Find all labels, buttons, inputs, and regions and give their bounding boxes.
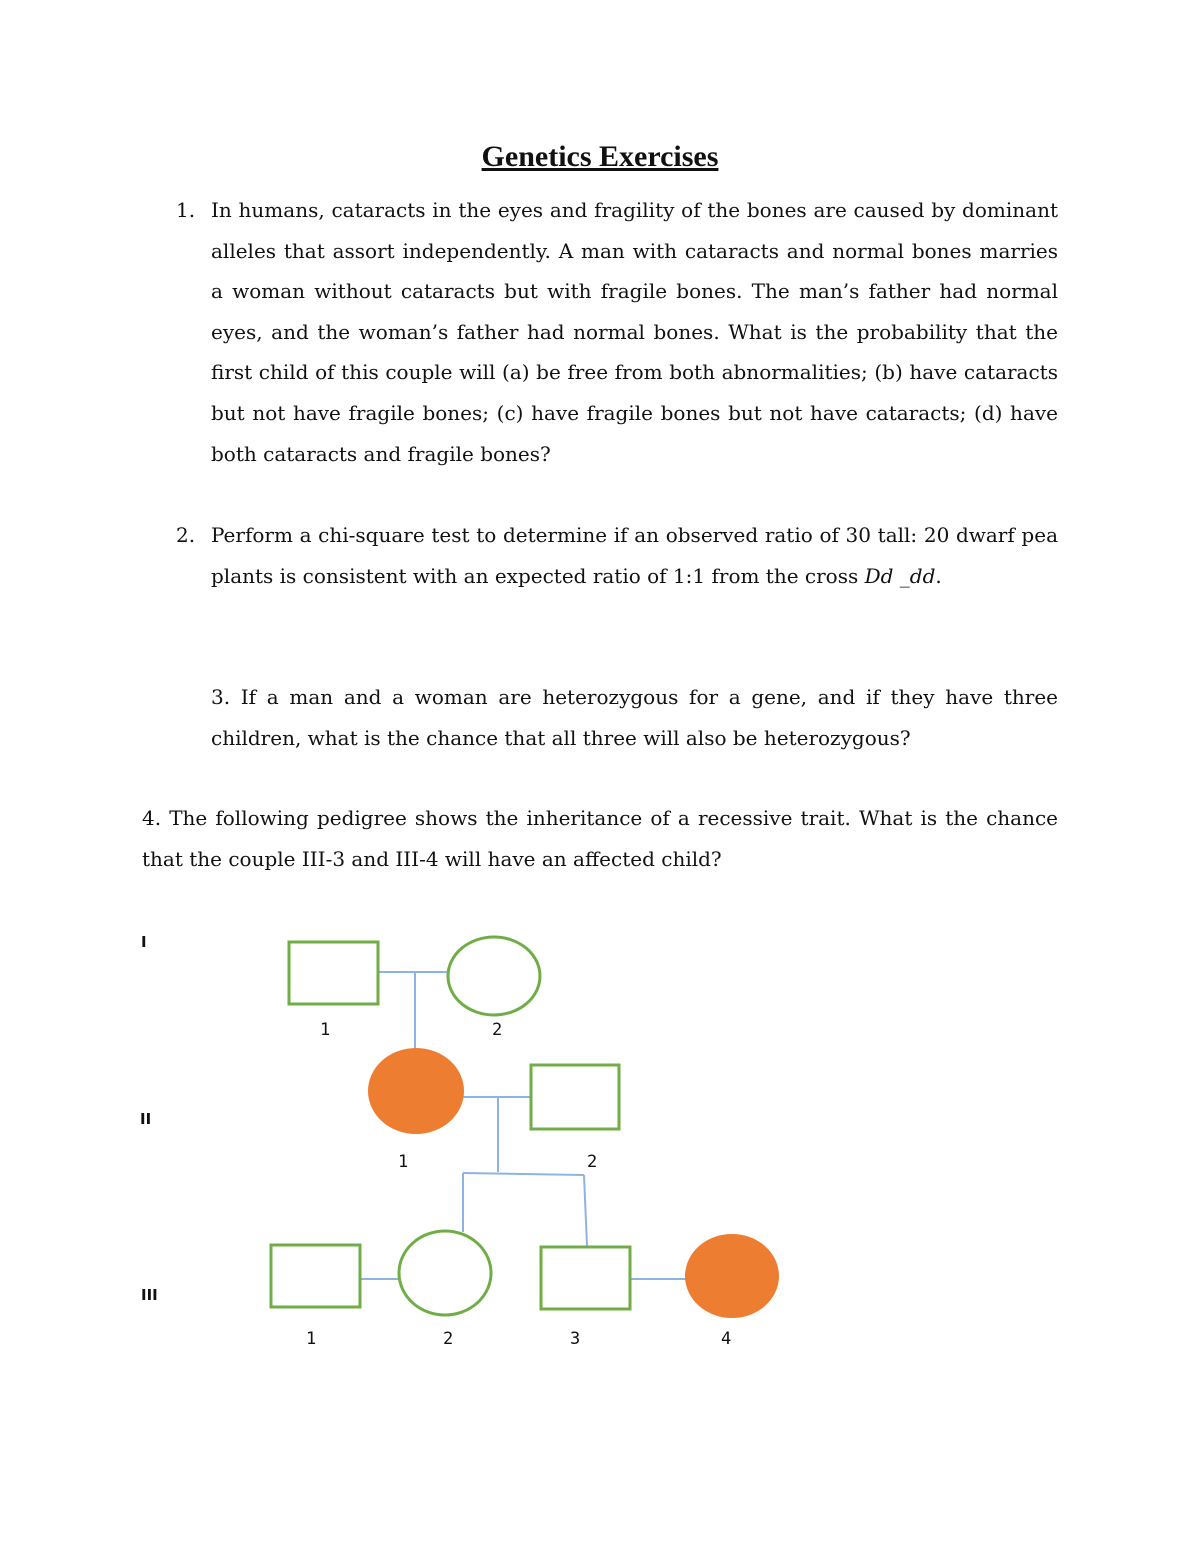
individual-label-I-2: 2 [492, 1020, 503, 1040]
sibship-line-III [463, 1173, 584, 1175]
generation-label-II: II [140, 1110, 152, 1128]
generation-label-I: I [141, 933, 147, 951]
individual-label-III-4: 4 [721, 1329, 732, 1349]
female-affected-II-1 [369, 1049, 463, 1133]
individual-label-II-2: 2 [587, 1152, 598, 1172]
question-text: In humans, cataracts in the eyes and fragility of the bones are caused by dominant alleles that assort independently. A man with cataracts and normal bones marries a woman without cataracts but with fragile bones. The man’s father had normal eyes, and the woman’s father had normal bones. What is the probability that the first child of this couple will (a) be free from both abnormalities; (b) have cataracts but not have fragile bones; (c) have fragile bones but not have cataracts; (d) have both cataracts and fragile bones? [211, 198, 1058, 466]
female-affected-III-4 [686, 1235, 778, 1317]
male-unaffected-III-3 [541, 1247, 630, 1309]
question-text-start: Perform a chi-square test to determine if an observed ratio of 30 tall: 20 dwarf pea plants is consistent with an expected ratio of 1:1 from the cross [211, 523, 1058, 588]
individual-label-I-1: 1 [320, 1020, 331, 1040]
question-number: 4. [142, 806, 162, 830]
individual-label-III-3: 3 [570, 1329, 581, 1349]
female-unaffected-I-2 [448, 937, 540, 1015]
question-text-end: . [935, 563, 942, 588]
question-number: 3. [211, 685, 231, 709]
question-number: 2. [176, 523, 196, 547]
male-unaffected-II-2 [531, 1065, 619, 1129]
individual-label-III-2: 2 [443, 1329, 454, 1349]
female-unaffected-III-2 [399, 1231, 491, 1315]
question-body: If a man and a woman are heterozygous for a gene, and if they have three children, what is the chance that all three will also be heterozygous? [211, 685, 1059, 750]
individual-label-III-1: 1 [306, 1329, 317, 1349]
sibling-line-III-3 [584, 1175, 587, 1246]
male-unaffected-I-1 [289, 942, 378, 1004]
individual-label-II-1: 1 [398, 1152, 409, 1172]
cross-notation: Dd _dd [864, 563, 936, 588]
male-unaffected-III-1 [271, 1245, 360, 1307]
generation-label-III: III [141, 1286, 158, 1304]
page-title: Genetics Exercises [481, 140, 719, 173]
question-body: The following pedigree shows the inheritance of a recessive trait. What is the chance that the couple III-3 and III-4 will have an affected child? [142, 806, 1058, 871]
question-number: 1. [176, 198, 196, 222]
